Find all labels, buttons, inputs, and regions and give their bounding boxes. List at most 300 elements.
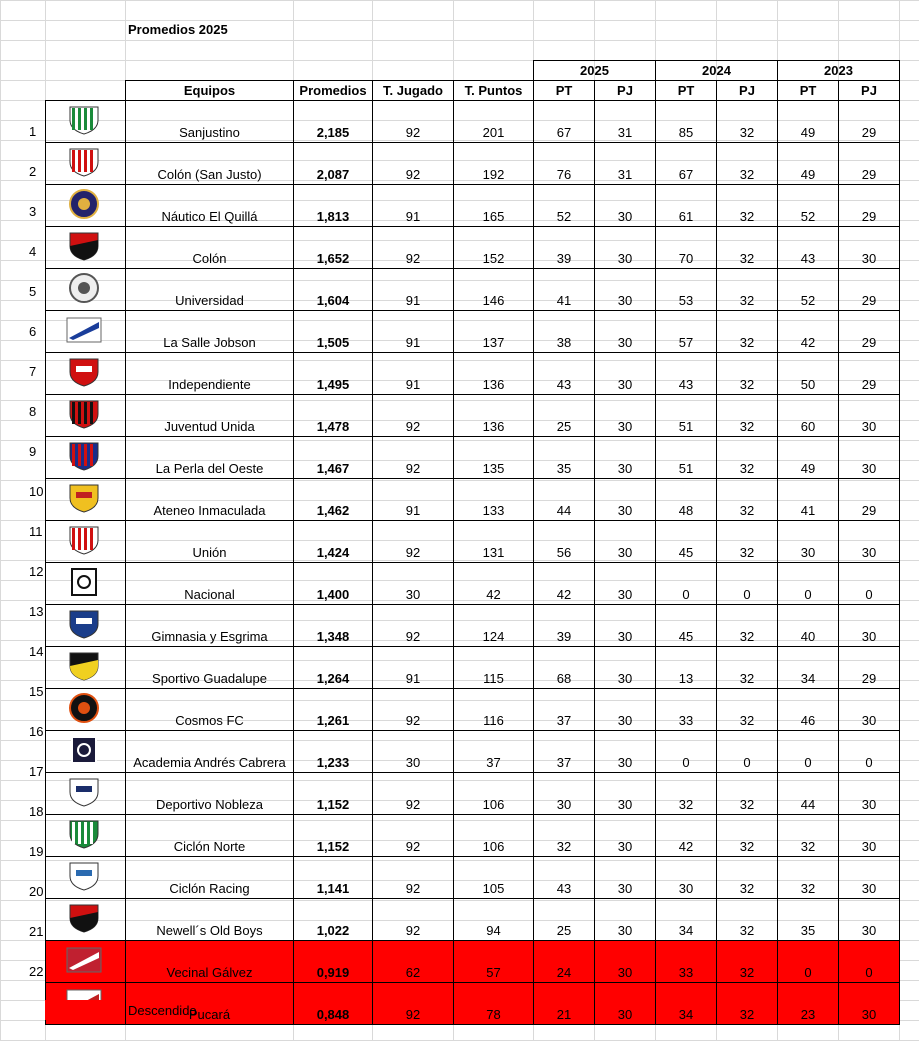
- team-name: Nacional: [126, 563, 294, 605]
- pt-2025: 30: [534, 773, 595, 815]
- rank-number: 10: [29, 484, 44, 499]
- total-puntos: 131: [454, 521, 534, 563]
- total-jugado: 92: [373, 857, 454, 899]
- pt-2023: 30: [778, 521, 839, 563]
- total-puntos: 115: [454, 647, 534, 689]
- black-white-crest-icon: [64, 566, 104, 598]
- pt-header: PT: [534, 81, 595, 101]
- table-row: [46, 269, 900, 311]
- year-2024-header: 2024: [656, 61, 778, 81]
- pt-2025: 42: [534, 563, 595, 605]
- pt-2023: 52: [778, 185, 839, 227]
- rank-number: 14: [29, 644, 44, 659]
- table-row: [46, 353, 900, 395]
- puntos-header: T. Puntos: [454, 81, 534, 101]
- table-row: [46, 689, 900, 731]
- blue-red-stripes-shield-icon: [64, 440, 104, 472]
- table-row: [46, 605, 900, 647]
- rank-number: 22: [29, 964, 44, 979]
- promedio: 1,152: [294, 815, 373, 857]
- rank-number: 11: [29, 524, 43, 539]
- pt-2025: 37: [534, 689, 595, 731]
- pt-2024: 70: [656, 227, 717, 269]
- rank-number: 21: [29, 924, 44, 939]
- pj-2024: 32: [717, 899, 778, 941]
- rank-number: 17: [29, 764, 44, 779]
- equipos-header: Equipos: [126, 81, 294, 101]
- pt-2024: 51: [656, 437, 717, 479]
- total-puntos: 152: [454, 227, 534, 269]
- total-jugado: 91: [373, 647, 454, 689]
- logo-cell: [46, 773, 126, 815]
- legend-label: Descendido: [128, 1003, 197, 1018]
- rank-number: 9: [29, 444, 37, 459]
- pj-2024: 32: [717, 185, 778, 227]
- pj-2023: 30: [839, 605, 900, 647]
- pt-2025: 21: [534, 983, 595, 1025]
- table-row: [46, 395, 900, 437]
- red-stripes-shield-icon: [64, 146, 104, 178]
- team-name: Cosmos FC: [126, 689, 294, 731]
- team-name: Pucará: [126, 983, 294, 1025]
- logo-cell: [46, 395, 126, 437]
- logo-cell: [46, 185, 126, 227]
- team-name: Colón: [126, 227, 294, 269]
- table-row: [46, 941, 900, 983]
- rank-number: 8: [29, 404, 37, 419]
- promedio: 1,467: [294, 437, 373, 479]
- total-puntos: 94: [454, 899, 534, 941]
- pj-2025: 30: [595, 311, 656, 353]
- rank-number: 20: [29, 884, 44, 899]
- team-name: Sportivo Guadalupe: [126, 647, 294, 689]
- total-jugado: 30: [373, 563, 454, 605]
- total-puntos: 78: [454, 983, 534, 1025]
- pj-2023: 29: [839, 647, 900, 689]
- pj-2023: 30: [839, 815, 900, 857]
- team-name: Deportivo Nobleza: [126, 773, 294, 815]
- pt-2023: 35: [778, 899, 839, 941]
- pt-2023: 60: [778, 395, 839, 437]
- table-row: [46, 479, 900, 521]
- pj-2025: 30: [595, 941, 656, 983]
- rank-number: 2: [29, 164, 37, 179]
- total-jugado: 91: [373, 185, 454, 227]
- red-cai-shield-icon: [64, 356, 104, 388]
- pt-2025: 68: [534, 647, 595, 689]
- promedio: 1,424: [294, 521, 373, 563]
- logo-cell: [46, 227, 126, 269]
- pj-2023: 0: [839, 941, 900, 983]
- total-puntos: 106: [454, 815, 534, 857]
- table-row: [46, 899, 900, 941]
- team-name: La Salle Jobson: [126, 311, 294, 353]
- promedio: 1,652: [294, 227, 373, 269]
- pj-2023: 0: [839, 563, 900, 605]
- total-puntos: 116: [454, 689, 534, 731]
- total-jugado: 91: [373, 311, 454, 353]
- pj-2023: 29: [839, 353, 900, 395]
- pj-2023: 30: [839, 899, 900, 941]
- pj-2023: 30: [839, 521, 900, 563]
- total-jugado: 92: [373, 983, 454, 1025]
- rank-number: 13: [29, 604, 44, 619]
- promedio: 2,185: [294, 101, 373, 143]
- column-header-row: [46, 81, 900, 101]
- table-row: [46, 731, 900, 773]
- pt-2023: 46: [778, 689, 839, 731]
- pt-2025: 24: [534, 941, 595, 983]
- pj-2025: 30: [595, 563, 656, 605]
- pj-2024: 32: [717, 479, 778, 521]
- legend-swatch: [45, 1000, 125, 1020]
- total-puntos: 136: [454, 353, 534, 395]
- rank-number: 7: [29, 364, 37, 379]
- pj-2023: 29: [839, 479, 900, 521]
- total-jugado: 92: [373, 227, 454, 269]
- pj-2024: 32: [717, 983, 778, 1025]
- table-row: [46, 311, 900, 353]
- pj-2023: 30: [839, 857, 900, 899]
- pj-2025: 30: [595, 227, 656, 269]
- green-stripes-shield-icon: [64, 104, 104, 136]
- logo-cell: [46, 689, 126, 731]
- rank-number: 15: [29, 684, 44, 699]
- pt-2023: 0: [778, 563, 839, 605]
- promedio: 1,478: [294, 395, 373, 437]
- pt-2025: 35: [534, 437, 595, 479]
- pt-2025: 43: [534, 353, 595, 395]
- pt-2025: 25: [534, 899, 595, 941]
- total-jugado: 91: [373, 479, 454, 521]
- pj-2025: 31: [595, 143, 656, 185]
- logo-cell: [46, 521, 126, 563]
- table-row: [46, 857, 900, 899]
- pj-2024: 32: [717, 353, 778, 395]
- logo-cell: [46, 857, 126, 899]
- total-jugado: 92: [373, 899, 454, 941]
- navy-dcn-shield-icon: [64, 776, 104, 808]
- logo-cell: [46, 101, 126, 143]
- table-row: [46, 185, 900, 227]
- light-blue-shield-icon: [64, 608, 104, 640]
- pj-2025: 30: [595, 395, 656, 437]
- pt-header: PT: [778, 81, 839, 101]
- pt-2023: 40: [778, 605, 839, 647]
- pt-2023: 23: [778, 983, 839, 1025]
- team-name: Independiente: [126, 353, 294, 395]
- total-puntos: 57: [454, 941, 534, 983]
- pt-2024: 33: [656, 941, 717, 983]
- logo-cell: [46, 563, 126, 605]
- team-name: Náutico El Quillá: [126, 185, 294, 227]
- pj-2023: 29: [839, 311, 900, 353]
- logo-cell: [46, 941, 126, 983]
- team-name: Ciclón Norte: [126, 815, 294, 857]
- pt-2023: 52: [778, 269, 839, 311]
- total-jugado: 92: [373, 395, 454, 437]
- rank-number: 16: [29, 724, 44, 739]
- team-name: Universidad: [126, 269, 294, 311]
- pt-2023: 49: [778, 437, 839, 479]
- pj-2025: 30: [595, 689, 656, 731]
- logo-cell: [46, 731, 126, 773]
- pj-2025: 30: [595, 521, 656, 563]
- year-2023-header: 2023: [778, 61, 900, 81]
- promedio: 2,087: [294, 143, 373, 185]
- total-jugado: 92: [373, 101, 454, 143]
- navy-round-crest-icon: [64, 188, 104, 220]
- pt-2025: 76: [534, 143, 595, 185]
- pj-2024: 32: [717, 605, 778, 647]
- pj-2024: 0: [717, 563, 778, 605]
- yellow-black-shield-icon: [64, 650, 104, 682]
- team-name: Ateneo Inmaculada: [126, 479, 294, 521]
- table-row: [46, 521, 900, 563]
- total-puntos: 133: [454, 479, 534, 521]
- promedio: 1,348: [294, 605, 373, 647]
- promedio: 1,141: [294, 857, 373, 899]
- pt-2025: 44: [534, 479, 595, 521]
- pt-2025: 39: [534, 605, 595, 647]
- pt-2024: 45: [656, 521, 717, 563]
- rank-number: 4: [29, 244, 37, 259]
- total-jugado: 92: [373, 815, 454, 857]
- pt-2025: 25: [534, 395, 595, 437]
- total-puntos: 192: [454, 143, 534, 185]
- pj-2025: 30: [595, 647, 656, 689]
- pj-2023: 30: [839, 227, 900, 269]
- pj-2025: 30: [595, 479, 656, 521]
- logo-cell: [46, 899, 126, 941]
- pj-2023: 30: [839, 395, 900, 437]
- pt-2025: 39: [534, 227, 595, 269]
- logo-cell: [46, 143, 126, 185]
- promedio: 1,022: [294, 899, 373, 941]
- promedio: 1,505: [294, 311, 373, 353]
- pj-2025: 30: [595, 605, 656, 647]
- total-puntos: 146: [454, 269, 534, 311]
- promedio: 0,848: [294, 983, 373, 1025]
- logo-cell: [46, 437, 126, 479]
- pt-2023: 49: [778, 101, 839, 143]
- table-row: [46, 143, 900, 185]
- logo-cell: [46, 647, 126, 689]
- pj-2023: 29: [839, 269, 900, 311]
- pj-2023: 30: [839, 983, 900, 1025]
- pt-2024: 48: [656, 479, 717, 521]
- pj-2024: 32: [717, 143, 778, 185]
- pj-2024: 32: [717, 437, 778, 479]
- sky-blue-shield-icon: [64, 860, 104, 892]
- pj-2024: 32: [717, 857, 778, 899]
- pj-2025: 30: [595, 353, 656, 395]
- pt-2025: 52: [534, 185, 595, 227]
- promedio: 1,264: [294, 647, 373, 689]
- pt-2023: 50: [778, 353, 839, 395]
- pj-2023: 30: [839, 437, 900, 479]
- pj-2024: 32: [717, 773, 778, 815]
- rank-number: 6: [29, 324, 37, 339]
- pj-2023: 30: [839, 689, 900, 731]
- rank-number: 5: [29, 284, 37, 299]
- logo-cell: [46, 605, 126, 647]
- team-name: Juventud Unida: [126, 395, 294, 437]
- pj-2025: 30: [595, 437, 656, 479]
- pj-2024: 32: [717, 941, 778, 983]
- pt-2024: 0: [656, 563, 717, 605]
- pt-2024: 32: [656, 773, 717, 815]
- pt-2023: 34: [778, 647, 839, 689]
- table-row: [46, 773, 900, 815]
- table-row: [46, 563, 900, 605]
- pt-2024: 0: [656, 731, 717, 773]
- pt-2024: 13: [656, 647, 717, 689]
- red-banner-icon: [64, 944, 104, 976]
- pt-2024: 30: [656, 857, 717, 899]
- table-row: [46, 815, 900, 857]
- red-black-stripes-shield-icon: [64, 398, 104, 430]
- pj-header: PJ: [595, 81, 656, 101]
- rank-number: 3: [29, 204, 37, 219]
- table-row: [46, 437, 900, 479]
- team-name: Gimnasia y Esgrima: [126, 605, 294, 647]
- pj-2024: 32: [717, 815, 778, 857]
- total-puntos: 105: [454, 857, 534, 899]
- total-jugado: 92: [373, 773, 454, 815]
- total-jugado: 62: [373, 941, 454, 983]
- total-puntos: 136: [454, 395, 534, 437]
- pj-2024: 32: [717, 311, 778, 353]
- pj-2024: 32: [717, 689, 778, 731]
- pt-2023: 41: [778, 479, 839, 521]
- team-name: Unión: [126, 521, 294, 563]
- pt-2023: 0: [778, 941, 839, 983]
- pj-header: PJ: [717, 81, 778, 101]
- team-name: Newell´s Old Boys: [126, 899, 294, 941]
- total-puntos: 135: [454, 437, 534, 479]
- total-puntos: 165: [454, 185, 534, 227]
- pt-2023: 49: [778, 143, 839, 185]
- pj-2023: 29: [839, 143, 900, 185]
- pj-2025: 30: [595, 185, 656, 227]
- pt-2024: 34: [656, 899, 717, 941]
- table-row: [46, 227, 900, 269]
- pt-2024: 51: [656, 395, 717, 437]
- pj-2024: 32: [717, 269, 778, 311]
- pt-2023: 32: [778, 857, 839, 899]
- red-black-shield-icon: [64, 902, 104, 934]
- logo-cell: [46, 479, 126, 521]
- logo-cell: [46, 815, 126, 857]
- table-row: [46, 101, 900, 143]
- logo-cell: [46, 269, 126, 311]
- pt-2023: 43: [778, 227, 839, 269]
- pj-2025: 30: [595, 269, 656, 311]
- total-puntos: 124: [454, 605, 534, 647]
- pj-2025: 30: [595, 899, 656, 941]
- standings-table: [45, 60, 900, 1025]
- total-jugado: 91: [373, 353, 454, 395]
- total-jugado: 91: [373, 269, 454, 311]
- pt-header: PT: [656, 81, 717, 101]
- pj-2025: 30: [595, 857, 656, 899]
- total-puntos: 42: [454, 563, 534, 605]
- pj-2024: 32: [717, 227, 778, 269]
- pj-2024: 32: [717, 521, 778, 563]
- total-puntos: 137: [454, 311, 534, 353]
- pt-2023: 32: [778, 815, 839, 857]
- total-jugado: 92: [373, 689, 454, 731]
- team-name: Colón (San Justo): [126, 143, 294, 185]
- pj-2025: 30: [595, 731, 656, 773]
- pj-header: PJ: [839, 81, 900, 101]
- promedios-header: Promedios: [294, 81, 373, 101]
- pt-2024: 67: [656, 143, 717, 185]
- total-jugado: 92: [373, 437, 454, 479]
- pj-2023: 0: [839, 731, 900, 773]
- blue-white-flag-icon: [64, 314, 104, 346]
- total-jugado: 92: [373, 605, 454, 647]
- pt-2025: 67: [534, 101, 595, 143]
- rank-number: 1: [29, 124, 37, 139]
- promedio: 0,919: [294, 941, 373, 983]
- logo-cell: [46, 353, 126, 395]
- team-name: La Perla del Oeste: [126, 437, 294, 479]
- pj-2024: 0: [717, 731, 778, 773]
- pj-2025: 30: [595, 983, 656, 1025]
- promedio: 1,233: [294, 731, 373, 773]
- total-puntos: 37: [454, 731, 534, 773]
- pt-2024: 53: [656, 269, 717, 311]
- pt-2023: 42: [778, 311, 839, 353]
- total-jugado: 92: [373, 143, 454, 185]
- pt-2024: 34: [656, 983, 717, 1025]
- red-white-stripes-shield-icon: [64, 524, 104, 556]
- promedio: 1,400: [294, 563, 373, 605]
- promedio: 1,261: [294, 689, 373, 731]
- rank-number: 18: [29, 804, 44, 819]
- dark-square-crest-icon: [64, 734, 104, 766]
- team-name: Academia Andrés Cabrera: [126, 731, 294, 773]
- pt-2025: 43: [534, 857, 595, 899]
- total-jugado: 92: [373, 521, 454, 563]
- promedio: 1,495: [294, 353, 373, 395]
- pt-2023: 44: [778, 773, 839, 815]
- promedio: 1,152: [294, 773, 373, 815]
- logo-cell: [46, 311, 126, 353]
- year-header-row: [46, 61, 900, 81]
- pt-2024: 57: [656, 311, 717, 353]
- sheet-title: Promedios 2025: [128, 22, 228, 37]
- pt-2025: 37: [534, 731, 595, 773]
- orange-crest-icon: [64, 482, 104, 514]
- pj-2025: 30: [595, 773, 656, 815]
- table-row: [46, 647, 900, 689]
- pj-2023: 29: [839, 101, 900, 143]
- pj-2024: 32: [717, 395, 778, 437]
- total-puntos: 106: [454, 773, 534, 815]
- pt-2025: 38: [534, 311, 595, 353]
- promedio: 1,604: [294, 269, 373, 311]
- pj-2024: 32: [717, 101, 778, 143]
- promedio: 1,813: [294, 185, 373, 227]
- team-name: Sanjustino: [126, 101, 294, 143]
- team-name: Vecinal Gálvez: [126, 941, 294, 983]
- pt-2025: 56: [534, 521, 595, 563]
- pt-2024: 45: [656, 605, 717, 647]
- red-black-shield-icon: [64, 230, 104, 262]
